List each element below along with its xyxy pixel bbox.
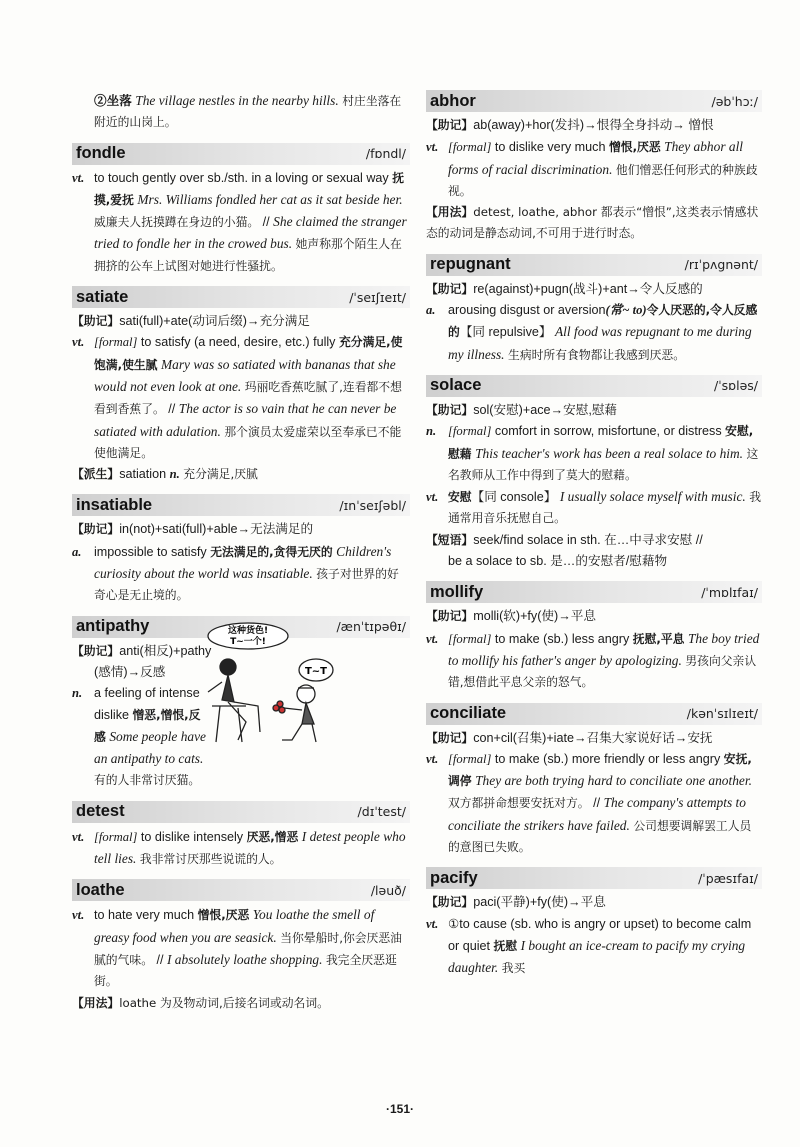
- definition: a. arousing disgust or aversion(常~ to)令人厌恶的,令人反感的【同 repulsive】 All food was repugnant to me during my illness. 生病时所有食物都让我感到厌恶。: [426, 303, 758, 362]
- definition: vt. [formal] to satisfy (a need, desire, etc.) fully 充分满足,使饱满,使生腻 Mary was so satiated with bananas that she would not even look at one. 玛丽吃香蕉吃腻了,连看都不想看到香蕉了。 // The actor is so vain that he can never be satiated with adulation. 那个演员太爱虚荣以至奉承已不能使他满足。: [72, 335, 403, 460]
- headword: insatiable: [76, 495, 153, 514]
- entry-conciliate: [426, 703, 762, 859]
- usage-note: 【用法】detest, loathe, abhor 都表示“憎恨”,这类表示情感状态的动词是静态动词,不可用于进行时态。: [426, 205, 759, 241]
- headword: conciliate: [430, 704, 507, 723]
- phonetic: /dɪˈtest/: [357, 804, 406, 820]
- entry-satiate: [72, 286, 410, 485]
- headword: loathe: [76, 880, 125, 899]
- right-column: [426, 90, 762, 989]
- entry-insatiable: [72, 494, 410, 606]
- entry-solace: solace /ˈsɒləs/ 【助记】sol(安慰)+ace→安慰,慰藉 n. [formal] comfort in sorrow, misfortune, or distress 安慰,慰藉 This teacher's work has been a real solace to him. 这名教师从工作中得到了莫大的慰藉。 vt. 安慰【同 console】 I usually solace myself with music. 我通常用音乐抚慰自己。 【短语】seek/find solace in sth. 在…中寻求安慰 // be a solace to sb. 是…的安慰者/慰藉物: [426, 376, 762, 569]
- mnemonic: 【助记】ab(away)+hor(发抖)→恨得全身抖动→ 憎恨: [426, 118, 714, 132]
- headword-bar: [426, 254, 762, 276]
- entry-detest: [72, 801, 410, 871]
- headword-bar: [72, 143, 410, 165]
- mnemonic: 【助记】re(against)+pugn(战斗)+ant→令人反感的: [426, 281, 703, 296]
- mnemonic: 【助记】con+cil(召集)+iate→召集大家说好话→安抚: [426, 730, 713, 745]
- headword: antipathy: [76, 617, 150, 636]
- definition: vt. ①to cause (sb. who is angry or upset) to become calm or quiet 抚慰 I bought an ice-cream to pacify my crying daughter. 我买: [426, 916, 752, 976]
- headword-bar: [426, 703, 762, 725]
- definition: a. impossible to satisfy 无法满足的,贪得无厌的 Children's curiosity about the world was insatiable. 孩子对世界的好奇心是无止境的。: [72, 543, 399, 603]
- phonetic: /ˈpæsɪfaɪ/: [698, 870, 758, 886]
- headword: abhor: [430, 91, 476, 110]
- man-figure: [273, 685, 316, 742]
- bubble-text-1b: T~一个!: [230, 637, 266, 647]
- mnemonic: 【助记】anti(相反)+pathy: [72, 643, 212, 658]
- headword-bar: [426, 90, 762, 112]
- headword-bar: [72, 801, 410, 823]
- usage-note: 【用法】loathe 为及物动词,后接名词或动名词。: [72, 995, 329, 1010]
- phonetic: /ænˈtɪpəθɪ/: [336, 619, 406, 635]
- headword: repugnant: [430, 255, 511, 274]
- mnemonic: 【助记】sati(full)+ate(动词后缀)→充分满足: [72, 314, 310, 329]
- mnemonic: 【助记】paci(平静)+fy(使)→平息: [426, 895, 606, 910]
- definition-verb: vt. 安慰【同 console】 I usually solace myself with music. 我通常用音乐抚慰自己。: [426, 489, 762, 526]
- headword: fondle: [76, 144, 126, 163]
- entry-antipathy: antipathy /ænˈtɪpəθɪ/ 【助记】anti(相反)+pathy (感情)→反感 n. a feeling of intense dislike 憎恶,憎恨,反 感 Some people have an antipathy to cats. 有的人非常讨厌猫。: [72, 616, 410, 792]
- headword: pacify: [430, 868, 478, 887]
- definition: n. a feeling of intense: [72, 686, 200, 701]
- definition: vt. [formal] to make (sb.) less angry 抚慰,平息 The boy tried to mollify his father's anger by apologizing. 男孩向父亲认错,想借此平息父亲的怒气。: [426, 630, 760, 690]
- entry-mollify: [426, 581, 762, 693]
- entry-loathe: [72, 879, 410, 1013]
- phonetic: /əbˈhɔː/: [711, 93, 758, 109]
- antipathy-cartoon: [198, 622, 338, 752]
- cartoon-illustration: [198, 622, 338, 752]
- page-number: ·151·: [385, 1102, 414, 1116]
- bubble-text-2: T~T: [304, 666, 328, 677]
- phonetic: /fɒndl/: [365, 146, 406, 162]
- headword-bar: [426, 375, 762, 397]
- definition: vt. to hate very much 憎恨,厌恶 You loathe the smell of greasy food when you are seasick. 当你晕船时,你会厌恶油腻的气味。 // I absolutely loathe shopping. 我完全厌恶逛街。: [72, 907, 402, 989]
- nestle-continuation: [72, 90, 410, 134]
- headword: mollify: [430, 582, 484, 601]
- mnemonic: 【助记】molli(软)+fy(使)→平息: [426, 609, 596, 624]
- phonetic: /rɪˈpʌgnənt/: [684, 257, 758, 273]
- headword: solace: [430, 376, 482, 395]
- phonetic: /ləuð/: [370, 882, 406, 898]
- headword-bar: [72, 494, 410, 516]
- phrases: 【短语】seek/find solace in sth. 在…中寻求安慰 //: [426, 532, 703, 547]
- entry-fondle: [72, 143, 410, 277]
- example-translation: 村庄坐落在附近的山岗上。: [94, 94, 402, 130]
- entry-pacify: [426, 867, 762, 979]
- entry-repugnant: [426, 254, 762, 366]
- headword-bar: [426, 581, 762, 603]
- definition-noun: n. [formal] comfort in sorrow, misfortune, or distress 安慰,慰藉 This teacher's work has been a real solace to him. 这名教师从工作中得到了莫大的慰藉。: [426, 424, 759, 482]
- headword-bar: [72, 286, 410, 308]
- definition: vt. to touch gently over sb./sth. in a loving or sexual way 抚摸,爱抚 Mrs. Williams fondled her cat as it sat beside her. 威廉夫人抚摸蹲在身边的小猫。 // She claimed the stranger tried to fondle her in the crowed bus. 她声称那个陌生人在拥挤的公车上试图对她进行性骚扰。: [72, 168, 410, 277]
- headword: satiate: [76, 287, 129, 306]
- phonetic: /ˈmɒlɪfaɪ/: [701, 584, 758, 600]
- phonetic: /ɪnˈseɪʃəbl/: [339, 497, 406, 513]
- phonetic: /ˈsɒləs/: [714, 378, 758, 394]
- woman-figure: [208, 659, 260, 742]
- bubble-text-1a: 这种货色!: [227, 626, 269, 636]
- definition: vt. [formal] to make (sb.) more friendly or less angry 安抚,调停 They are both trying hard to conciliate one another. 双方都拼命想要安抚对方。 // The company's attempts to conciliate the strikers have failed. 公司想要调解罢工人员的意图已失败。: [426, 751, 752, 855]
- derivative: 【派生】satiation n. 充分满足,厌腻: [72, 467, 258, 482]
- example: The village nestles in the nearby hills.: [135, 93, 339, 108]
- headword-bar: [72, 879, 410, 901]
- mnemonic: 【助记】in(not)+sati(full)+able→无法满足的: [72, 522, 314, 537]
- sense-label: ②坐落: [94, 94, 132, 108]
- headword-bar: [426, 867, 762, 889]
- phonetic: /kənˈsɪlɪeɪt/: [686, 706, 758, 722]
- definition: vt. [formal] to dislike intensely 厌恶,憎恶 I detest people who tell lies. 我非常讨厌那些说谎的人。: [72, 828, 406, 867]
- phonetic: /ˈseɪʃɪeɪt/: [349, 289, 406, 305]
- mnemonic: 【助记】sol(安慰)+ace→安慰,慰藉: [426, 402, 618, 417]
- left-column: [72, 90, 410, 1023]
- headword: detest: [76, 802, 125, 821]
- part-of-speech: vt.: [72, 170, 85, 185]
- entry-abhor: [426, 90, 762, 245]
- definition: vt. [formal] to dislike very much 憎恨,厌恶 They abhor all forms of racial discrimination. 他们憎恶任何形式的种族歧视。: [426, 139, 758, 198]
